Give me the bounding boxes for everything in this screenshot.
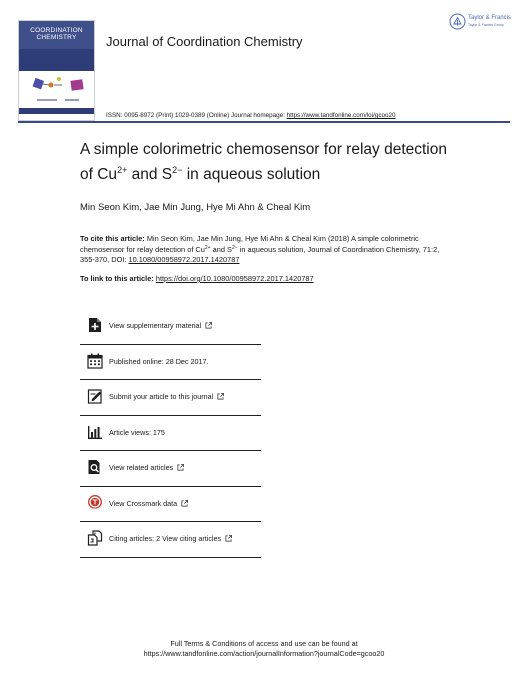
submit-article-link[interactable]: Submit your article to this journal xyxy=(109,392,214,401)
publisher-emblem-icon xyxy=(449,13,466,30)
crossmark-icon xyxy=(87,495,103,511)
citation-label: To cite this article: xyxy=(80,234,145,243)
cover-title: COORDINATION CHEMISTRY xyxy=(30,27,83,41)
bar-chart-icon xyxy=(87,424,103,440)
citing-articles-link[interactable]: Citing articles: 2 View citing articles xyxy=(109,534,222,543)
article-views-text: Article views: 175 xyxy=(109,427,165,437)
article-doi-link[interactable]: https://doi.org/10.1080/00958972.2017.1420787 xyxy=(155,274,314,283)
related-articles-row[interactable] xyxy=(80,451,261,487)
supplementary-material-link[interactable]: View supplementary material xyxy=(109,321,202,330)
related-articles-search-icon xyxy=(87,459,103,475)
terms-footer xyxy=(0,639,528,659)
issn-text: ISSN: 0095-8972 (Print) 1029-0389 (Online) Journal homepage: xyxy=(106,112,287,119)
article-authors: Min Seon Kim, Jae Min Jung, Hye Mi Ahn & Cheal Kim xyxy=(80,202,311,213)
crossmark-link[interactable]: View Crossmark data xyxy=(109,498,178,508)
citing-articles-icon xyxy=(87,530,103,546)
article-info-list xyxy=(80,309,261,558)
supplementary-file-icon xyxy=(87,317,103,333)
supplementary-material-row[interactable] xyxy=(80,309,261,345)
external-link-icon xyxy=(225,535,232,542)
article-link-line xyxy=(80,274,314,283)
external-link-icon xyxy=(181,500,188,507)
cover-molecule-graphic xyxy=(29,71,89,107)
citation-block: To cite this article: Min Seon Kim, Jae Min Jung, Hye Mi Ahn & Cheal Kim (2018) A simple colorimetric chemosensor for relay detection of $Cu^{2+}$ and $S^{2-}$ in aqueous solution, Journal of Coordination Chemistry, 71:2, 355-370, DOI: 10.1080/00958972.2017.1420787 xyxy=(80,234,440,264)
publisher-logo[interactable] xyxy=(449,13,513,31)
terms-text: Full Terms & Conditions of access and use can be found at xyxy=(170,639,358,648)
journal-title: Journal of Coordination Chemistry xyxy=(106,34,303,49)
related-articles-link[interactable]: View related articles xyxy=(109,463,174,472)
citing-articles-row[interactable] xyxy=(80,522,261,558)
external-link-icon xyxy=(205,322,212,329)
issn-line xyxy=(106,112,395,119)
external-link-icon xyxy=(177,464,184,471)
calendar-icon xyxy=(87,353,103,369)
submit-article-row[interactable] xyxy=(80,380,261,416)
journal-homepage-link[interactable]: https://www.tandfonline.com/loi/gcoo20 xyxy=(286,112,396,119)
published-online-row xyxy=(80,345,261,381)
crossmark-row[interactable] xyxy=(80,487,261,523)
publisher-subtitle: Taylor & Francis Group xyxy=(468,23,504,27)
submit-article-icon xyxy=(87,388,103,404)
header-divider xyxy=(18,121,510,123)
external-link-icon xyxy=(217,393,224,400)
article-title: A simple colorimetric chemosensor for relay detection of $Cu^{2+}$ and $S^{2-}$ in aqueous solution xyxy=(80,141,447,183)
article-views-row xyxy=(80,416,261,452)
published-online-text: Published online: 28 Dec 2017. xyxy=(109,356,209,366)
journal-cover-image xyxy=(18,20,95,121)
publisher-name: Taylor & Francis xyxy=(468,15,512,21)
link-label: To link to this article: xyxy=(80,274,156,283)
citation-doi-link[interactable]: 10.1080/00958972.2017.1420787 xyxy=(128,255,240,264)
terms-link[interactable]: https://www.tandfonline.com/action/journalInformation?journalCode=gcoo20 xyxy=(143,649,385,658)
